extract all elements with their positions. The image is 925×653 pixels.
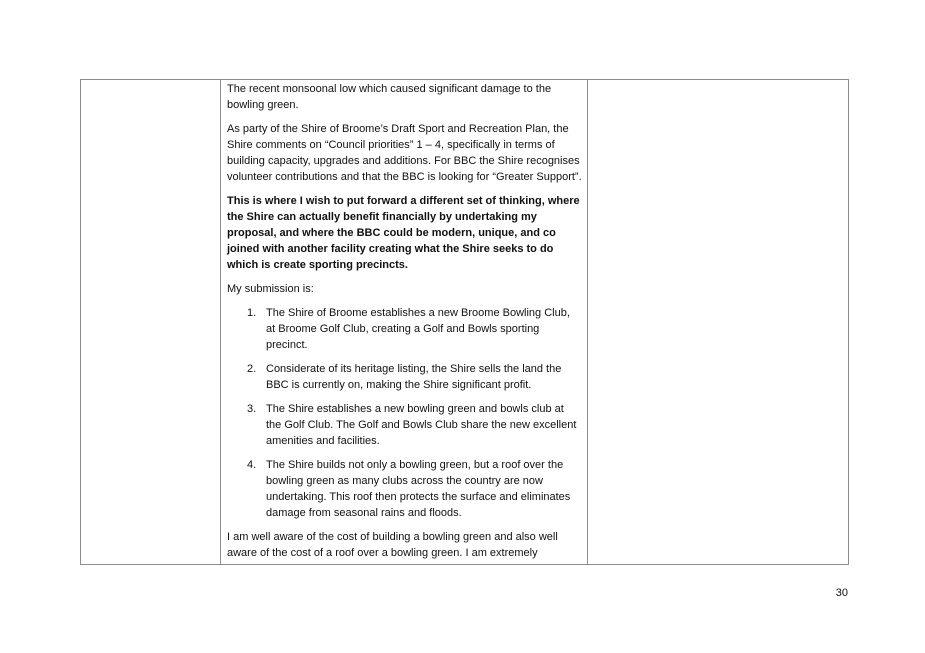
cell-content [221, 80, 587, 564]
list-item [227, 361, 582, 393]
list-item-number: 3. [247, 403, 257, 415]
submission-table [80, 79, 849, 565]
paragraph-submission-intro: My submission is: [227, 283, 314, 295]
list-item [227, 457, 582, 521]
submission-list [227, 305, 582, 521]
table-cell-main [221, 80, 588, 565]
table-cell-right [588, 80, 849, 565]
list-item-text: Considerate of its heritage listing, the Shire sells the land the BBC is currently on, making the Shire significant profit. [266, 363, 562, 391]
paragraph-monsoonal-low: The recent monsoonal low which caused significant damage to the bowling green. [227, 83, 552, 111]
list-item-text: The Shire builds not only a bowling green, but a roof over the bowling green as many clubs across the country are now undertaking. This roof then protects the surface and eliminates damage from seasonal rains and floods. [266, 459, 571, 519]
paragraph-proposal-bold: This is where I wish to put forward a different set of thinking, where the Shire can actually benefit financially by undertaking my proposal, and where the BBC could be modern, unique, and co joined with another facility creating what the Shire seeks to do which is create sporting precincts. [227, 195, 580, 271]
list-item-number: 2. [247, 363, 257, 375]
list-item-number: 4. [247, 459, 257, 471]
list-item-number: 1. [247, 307, 257, 319]
paragraph-cost-awareness: I am well aware of the cost of building a bowling green and also well aware of the cost of a roof over a bowling green. I am extremely [227, 531, 558, 559]
paragraph-draft-plan: As party of the Shire of Broome’s Draft Sport and Recreation Plan, the Shire comments on “Council priorities” 1 – 4, specifically in terms of building capacity, upgrades and additions. For BBC the Shire recognises volunteer contributions and that the BBC is looking for “Greater Support”. [227, 123, 582, 183]
page-number: 30 [835, 587, 848, 599]
list-item-text: The Shire of Broome establishes a new Broome Bowling Club, at Broome Golf Club, creating a Golf and Bowls sporting precinct. [266, 307, 570, 351]
table-row [81, 80, 849, 565]
table-cell-left [81, 80, 221, 565]
list-item-text: The Shire establishes a new bowling green and bowls club at the Golf Club. The Golf and Bowls Club share the new excellent amenities and facilities. [266, 403, 577, 447]
list-item [227, 401, 582, 449]
list-item [227, 305, 582, 353]
